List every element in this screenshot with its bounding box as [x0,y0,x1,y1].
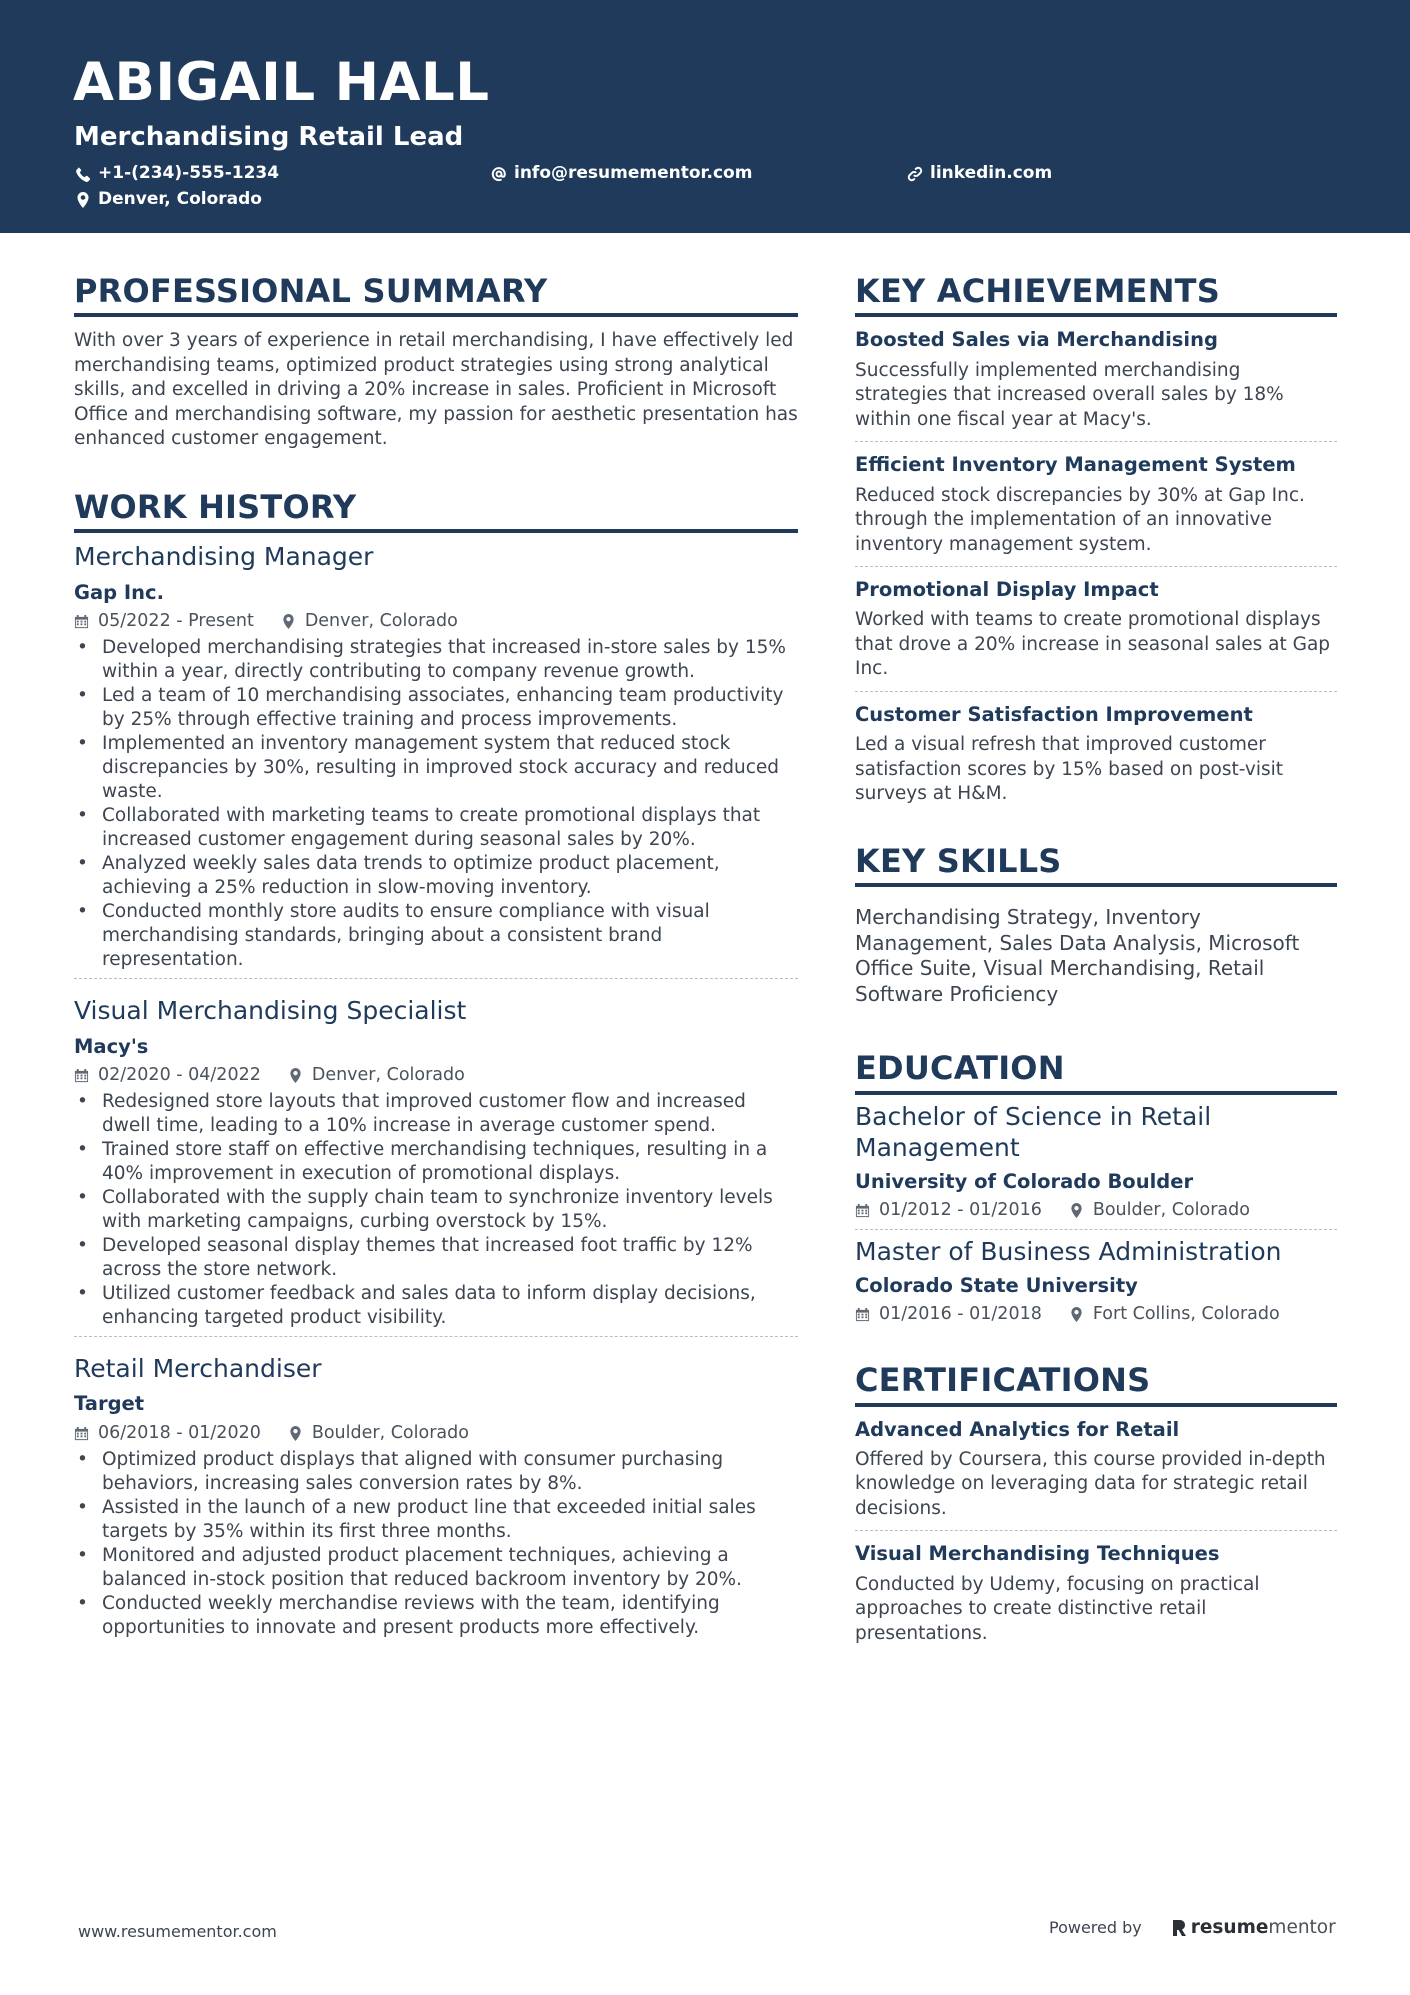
skills-heading: KEY SKILLS [855,842,1337,887]
brand-name-light: mentor [1268,1917,1336,1938]
education-dates: 01/2016 - 01/2018 [879,1304,1042,1325]
location-pin-icon [1069,1307,1084,1322]
company-name: Target [74,1392,145,1416]
summary-heading: PROFESSIONAL SUMMARY [74,272,798,317]
degree-title: Bachelor of Science in Retail Management [855,1101,1212,1162]
job-meta [74,1065,798,1086]
bullet-item: • Monitored and adjusted product placement techniques, achieving a balanced in-stock position that reduced backroom inventory by 20%. [74,1544,798,1592]
bullet-item: • Assisted in the launch of a new product line that exceeded initial sales targets by 35% within its first three months. [74,1496,798,1544]
company-name: Macy's [74,1034,149,1058]
certification-title: Visual Merchandising Techniques [855,1542,1220,1566]
education-item [855,1095,1337,1229]
achievements-section [855,272,1337,816]
achievement-desc: Reduced stock discrepancies by 30% at Gap Inc. through the implementation of an innovative inventory management system. [855,484,1305,555]
certifications-section [855,1361,1337,1655]
certification-item [855,1407,1337,1531]
education-location: Boulder, Colorado [1092,1199,1250,1220]
phone-icon [75,166,91,182]
bullet-item: • Developed seasonal display themes that increased foot traffic by 12% across the store network. [74,1234,798,1282]
powered-by-label: Powered by [1049,1918,1142,1937]
left-column [74,272,798,1646]
summary-section [74,272,798,452]
bullet-item: • Collaborated with the supply chain team to synchronize inventory levels with marketing campaigns, curbing overstock by 15%. [74,1186,798,1234]
achievement-item [855,317,1337,441]
bullet-item: • Developed merchandising strategies that increased in-store sales by 15% within a year, directly contributing to company revenue growth. [74,636,798,684]
achievement-item [855,566,1337,691]
job-bullets [74,1448,798,1640]
job-title-headline: Merchandising Retail Lead [74,122,464,152]
candidate-name: ABIGAIL HALL [73,52,490,113]
location-text: Denver, Colorado [98,189,262,209]
job-dates: 05/2022 - Present [98,611,254,632]
company-name: Gap Inc. [74,580,165,604]
link-icon [907,166,923,182]
calendar-icon [855,1203,870,1218]
brand-name-bold: resume [1190,1917,1269,1938]
footer-powered-by [1049,1917,1336,1938]
achievement-title: Boosted Sales via Merchandising [855,328,1218,352]
job-location: Denver, Colorado [311,1064,465,1085]
job-dates: 02/2020 - 04/2022 [98,1064,261,1085]
job-bullets [74,636,798,972]
location-pin-icon [288,1426,303,1441]
location-pin-icon [75,192,91,208]
job-location: Denver, Colorado [304,611,458,632]
brand-logo[interactable] [1171,1917,1336,1938]
work-history-heading: WORK HISTORY [74,488,798,533]
right-column [855,272,1337,1655]
education-meta [855,1304,1337,1325]
certifications-heading: CERTIFICATIONS [855,1361,1337,1406]
phone-text: +1-(234)-555-1234 [98,163,280,183]
contact-location [75,191,262,208]
job-title: Visual Merchandising Specialist [74,996,467,1026]
contact-email [491,165,752,182]
achievements-heading: KEY ACHIEVEMENTS [855,272,1337,317]
school-name: Colorado State University [855,1273,1138,1297]
achievement-desc: Successfully implemented merchandising strategies that increased overall sales by 18% within one fiscal year at Macy's. [855,359,1284,430]
certification-desc: Conducted by Udemy, focusing on practical approaches to create distinctive retail presentations. [855,1573,1260,1644]
education-section [855,1049,1337,1333]
calendar-icon [74,1068,89,1083]
bullet-item: • Conducted weekly merchandise reviews with the team, identifying opportunities to innovate and present products more effectively. [74,1592,798,1640]
education-heading: EDUCATION [855,1049,1337,1094]
achievement-desc: Led a visual refresh that improved customer satisfaction scores by 15% based on post-visit surveys at H&M. [855,734,1284,805]
job-meta [74,611,798,632]
bullet-item: • Implemented an inventory management system that reduced stock discrepancies by 30%, resulting in improved stock accuracy and reduced waste. [74,732,798,804]
work-history-section [74,488,798,1646]
achievement-title: Customer Satisfaction Improvement [855,702,1253,726]
certification-title: Advanced Analytics for Retail [855,1417,1180,1441]
linkedin-text[interactable]: linkedin.com [930,163,1053,183]
job-location: Boulder, Colorado [311,1422,469,1443]
contact-phone [75,165,279,182]
certification-item [855,1530,1337,1655]
footer-website[interactable]: www.resumementor.com [78,1922,277,1941]
skills-section [855,842,1337,1007]
achievement-title: Efficient Inventory Management System [855,453,1296,477]
calendar-icon [855,1307,870,1322]
achievement-title: Promotional Display Impact [855,578,1159,602]
job-meta [74,1423,798,1444]
brand-mark-icon [1171,1918,1187,1938]
education-location: Fort Collins, Colorado [1092,1304,1280,1325]
education-dates: 01/2012 - 01/2016 [879,1199,1042,1220]
certification-desc: Offered by Coursera, this course provided in-depth knowledge on leveraging data for strategic retail decisions. [855,1448,1326,1519]
bullet-item: • Optimized product displays that aligned with consumer purchasing behaviors, increasing sales conversion rates by 8%. [74,1448,798,1496]
summary-text: With over 3 years of experience in retail merchandising, I have effectively led merchandising teams, optimized product strategies using strong analytical skills, and excelled in driving a 20% increase in sales. Proficient in Microsoft Office and merchandising software, my passion for aesthetic presentation has enhanced customer engagement. [74,330,798,450]
bullet-item: • Collaborated with marketing teams to create promotional displays that increased customer engagement during seasonal sales by 20%. [74,804,798,852]
school-name: University of Colorado Boulder [855,1169,1194,1193]
skills-text: Merchandising Strategy, Inventory Management, Sales Data Analysis, Microsoft Office Suite, Visual Merchandising, Retail Software Proficiency [855,905,1300,1006]
bullet-item: • Trained store staff on effective merchandising techniques, resulting in a 40% improvement in execution of promotional displays. [74,1138,798,1186]
bullet-item: • Led a team of 10 merchandising associates, enhancing team productivity by 25% through effective training and process improvements. [74,684,798,732]
location-pin-icon [288,1068,303,1083]
education-item [855,1229,1337,1333]
bullet-item: • Utilized customer feedback and sales data to inform display decisions, enhancing targeted product visibility. [74,1282,798,1330]
at-sign-icon [491,166,507,182]
degree-title: Master of Business Administration [855,1236,1282,1266]
job-entry [74,541,798,978]
contact-linkedin [907,165,1052,182]
job-entry [74,1336,798,1646]
achievement-desc: Worked with teams to create promotional displays that drove a 20% increase in seasonal sales at Gap Inc. [855,609,1331,680]
location-pin-icon [1069,1203,1084,1218]
job-title: Retail Merchandiser [74,1353,322,1383]
resume-header [0,0,1410,233]
job-entry [74,978,798,1336]
achievement-item [855,441,1337,566]
email-text[interactable]: info@resumementor.com [514,163,753,183]
bullet-item: • Redesigned store layouts that improved customer flow and increased dwell time, leading to a 10% increase in average customer spend. [74,1090,798,1138]
achievement-item [855,691,1337,816]
job-title: Merchandising Manager [74,542,374,572]
location-pin-icon [281,614,296,629]
bullet-item: • Analyzed weekly sales data trends to optimize product placement, achieving a 25% reduction in slow-moving inventory. [74,852,798,900]
calendar-icon [74,1426,89,1441]
job-bullets [74,1090,798,1330]
education-meta [855,1200,1337,1221]
calendar-icon [74,614,89,629]
bullet-item: • Conducted monthly store audits to ensure compliance with visual merchandising standards, bringing about a consistent brand representation. [74,900,798,972]
job-dates: 06/2018 - 01/2020 [98,1422,261,1443]
